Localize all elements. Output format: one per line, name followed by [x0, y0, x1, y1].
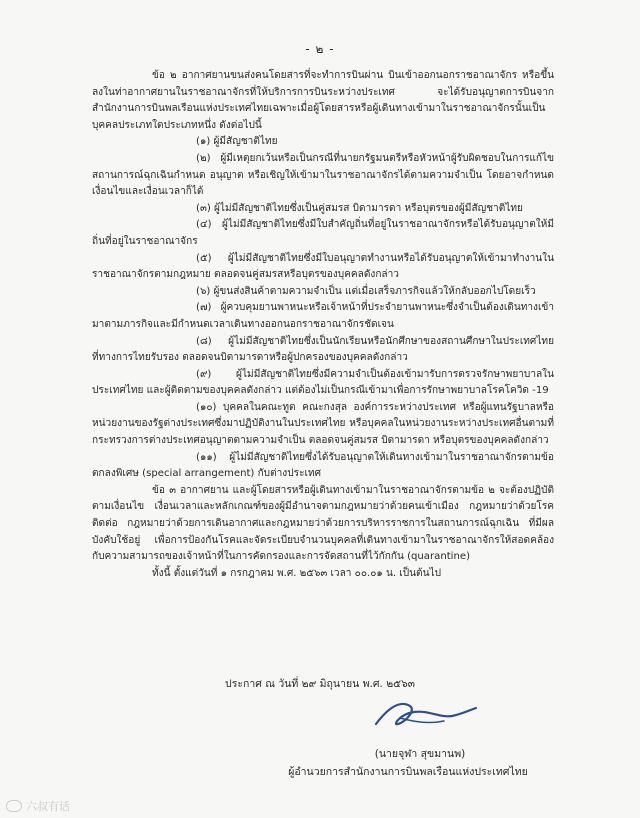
signature-image	[370, 688, 480, 736]
document-body	[92, 68, 554, 582]
clause-2-item-9: (๙) ผู้ไม่มีสัญชาติไทยซึ่งมีความจำเป็นต้องเข้ามารับการตรวจรักษาพยาบาลในประเทศไทย และผู้ติดตามของบุคคลดังกล่าว แต่ต้องไม่เป็นกรณีเข้ามาเพื่อการรักษาพยาบาลโรคโควิด -19	[92, 368, 554, 397]
clause-2-item-2: (๒) ผู้มีเหตุยกเว้นหรือเป็นกรณีที่นายกรัฐมนตรีหรือหัวหน้าผู้รับผิดชอบในการแก้ไขสถานการณ์ฉุกเฉินกำหนด อนุญาต หรือเชิญให้เข้ามาในราชอาณาจักรได้ตามความจำเป็น โดยอาจกำหนดเงื่อนไขและเงื่อนเวลาก็ได้	[92, 152, 554, 198]
clause-2-item-11: (๑๑) ผู้ไม่มีสัญชาติไทยซึ่งได้รับอนุญาตให้เดินทางเข้ามาในราชอาณาจักรตามข้อตกลงพิเศษ (special arrangement) กับต่างประเทศ	[92, 451, 554, 480]
signer-position: ผู้อำนวยการสำนักงานการบินพลเรือนแห่งประเทศไทย	[288, 766, 528, 778]
clause-2-item-4: (๔) ผู้ไม่มีสัญชาติไทยซึ่งมีใบสำคัญถิ่นที่อยู่ในราชอาณาจักรหรือได้รับอนุญาตให้มีถิ่นที่อยู่ในราชอาณาจักร	[92, 219, 554, 247]
clause-2-item-10: (๑๐) บุคคลในคณะทูต คณะกงสุล องค์การระหว่างประเทศ หรือผู้แทนรัฐบาลหรือหน่วยงานของรัฐต่างประเทศซึ่งมาปฏิบัติงานในประเทศไทย หรือบุคคลในหน่วยงานระหว่างประเทศอื่นตามที่กระทรวงการต่างประเทศอนุญาตตามความจำเป็น ตลอดจนคู่สมรส บิดามารดา หรือบุตรของบุคคลดังกล่าว	[92, 401, 554, 447]
effective-date: ทั้งนี้ ตั้งแต่วันที่ ๑ กรกฎาคม พ.ศ. ๒๕๖๓ เวลา ๐๐.๐๑ น. เป็นต้นไป	[152, 567, 441, 579]
clause-2-item-8: (๘) ผู้ไม่มีสัญชาติไทยซึ่งเป็นนักเรียนหรือนักศึกษาของสถานศึกษาในประเทศไทย ที่ทางการไทยรับรอง ตลอดจนบิดามารดาหรือผู้ปกครองของบุคคลดังกล่าว	[92, 335, 554, 364]
clause-2-item-1: (๑) ผู้มีสัญชาติไทย	[196, 136, 278, 148]
announcement-date: ประกาศ ณ วันที่ ๒๙ มิถุนายน พ.ศ. ๒๕๖๓	[225, 678, 415, 690]
watermark	[6, 798, 70, 814]
signer-name: (นายจุฬา สุขมานพ)	[374, 748, 466, 760]
clause-2-item-5: (๕) ผู้ไม่มีสัญชาติไทยซึ่งมีใบอนุญาตทำงานหรือได้รับอนุญาตให้เข้ามาทำงานในราชอาณาจักรตามกฎหมาย ตลอดจนคู่สมรสหรือบุตรของบุคคลดังกล่าว	[92, 252, 554, 281]
weibo-logo-icon	[6, 800, 22, 812]
clause-2-item-7: (๗) ผู้ควบคุมยานพาหนะหรือเจ้าหน้าที่ประจำยานพาหนะซึ่งจำเป็นต้องเดินทางเข้ามาตามภารกิจและมีกำหนดเวลาเดินทางออกนอกราชอาณาจักรชัดเจน	[92, 302, 554, 330]
page-number: - ๒ -	[305, 42, 335, 56]
clause-3: ข้อ ๓ อากาศยาน และผู้โดยสารหรือผู้เดินทางเข้ามาในราชอาณาจักรตามข้อ ๒ จะต้องปฏิบัติตามเงื่อนไข เงื่อนเวลาและหลักเกณฑ์ของผู้มีอำนาจตามกฎหมายว่าด้วยคนเข้าเมือง กฎหมายว่าด้วยโรคติดต่อ กฎหมายว่าด้วยการเดินอากาศและกฎหมายว่าด้วยการบริหารราชการในสถานการณ์ฉุกเฉิน ที่มีผลบังคับใช้อยู่ เพื่อการป้องกันโรคและจัดระเบียบจำนวนบุคคลที่เดินทางเข้ามาในราชอาณาจักรให้สอดคล้องกับความสามารถของเจ้าหน้าที่ในการคัดกรองและการจัดสถานที่ไว้กักกัน (quarantine)	[92, 484, 554, 563]
clause-2-item-6: (๖) ผู้ขนส่งสินค้าตามความจำเป็น แต่เมื่อเสร็จภารกิจแล้วให้กลับออกไปโดยเร็ว	[196, 285, 536, 297]
clause-2-item-3: (๓) ผู้ไม่มีสัญชาติไทยซึ่งเป็นคู่สมรส บิดามารดา หรือบุตรของผู้มีสัญชาติไทย	[196, 202, 523, 214]
clause-2-intro: ข้อ ๒ อากาศยานขนส่งคนโดยสารที่จะทำการบินผ่าน บินเข้าออกนอกราชอาณาจักร หรือขึ้นลงในท่าอากาศยานในราชอาณาจักรที่ให้บริการการบินระหว่างประเทศ จะได้รับอนุญาตการบินจากสำนักงานการบินพลเรือนแห่งประเทศไทยเฉพาะเมื่อผู้โดยสารหรือผู้เดินทางเข้ามาในราชอาณาจักรนั้นเป็นบุคคลประเภทใดประเภทหนึ่ง ดังต่อไปนี้	[92, 70, 554, 131]
watermark-text: 六叔有话	[26, 800, 70, 813]
